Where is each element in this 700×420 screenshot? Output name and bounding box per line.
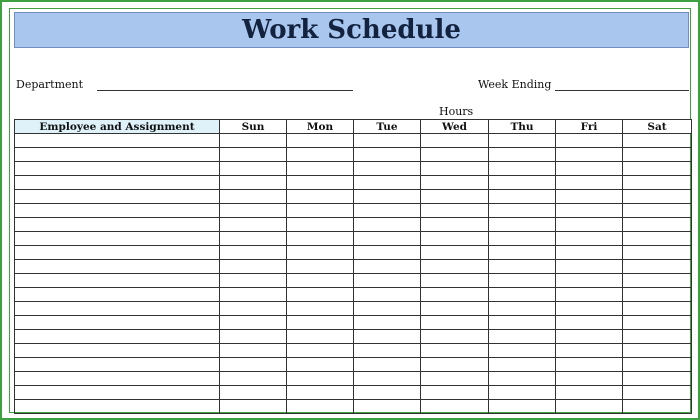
employee-cell[interactable]	[15, 162, 220, 176]
hours-cell[interactable]	[489, 400, 556, 414]
table-row	[15, 176, 692, 190]
week-ending-field[interactable]	[555, 90, 689, 91]
hours-cell[interactable]	[421, 316, 489, 330]
hours-cell[interactable]	[287, 246, 354, 260]
hours-cell[interactable]	[421, 386, 489, 400]
hours-cell[interactable]	[489, 302, 556, 316]
hours-cell[interactable]	[421, 204, 489, 218]
hours-cell[interactable]	[354, 162, 421, 176]
hours-cell[interactable]	[220, 134, 287, 148]
column-header-tue: Tue	[354, 120, 421, 134]
hours-cell[interactable]	[220, 190, 287, 204]
hours-label: Hours	[439, 105, 474, 118]
hours-cell[interactable]	[623, 372, 692, 386]
employee-cell[interactable]	[15, 316, 220, 330]
table-row	[15, 330, 692, 344]
hours-cell[interactable]	[287, 260, 354, 274]
hours-cell[interactable]	[556, 400, 623, 414]
hours-cell[interactable]	[489, 204, 556, 218]
department-label: Department	[16, 78, 84, 91]
hours-cell[interactable]	[287, 204, 354, 218]
hours-cell[interactable]	[287, 134, 354, 148]
hours-cell[interactable]	[556, 344, 623, 358]
column-header-sat: Sat	[623, 120, 692, 134]
hours-cell[interactable]	[556, 386, 623, 400]
employee-cell[interactable]	[15, 288, 220, 302]
table-row	[15, 260, 692, 274]
table-row	[15, 274, 692, 288]
hours-cell[interactable]	[623, 204, 692, 218]
employee-cell[interactable]	[15, 260, 220, 274]
hours-cell[interactable]	[220, 246, 287, 260]
hours-cell[interactable]	[556, 274, 623, 288]
hours-cell[interactable]	[556, 218, 623, 232]
column-header-sun: Sun	[220, 120, 287, 134]
hours-cell[interactable]	[287, 372, 354, 386]
hours-cell[interactable]	[556, 162, 623, 176]
column-header-wed: Wed	[421, 120, 489, 134]
employee-cell[interactable]	[15, 190, 220, 204]
hours-cell[interactable]	[623, 288, 692, 302]
hours-cell[interactable]	[556, 246, 623, 260]
hours-cell[interactable]	[354, 204, 421, 218]
hours-cell[interactable]	[354, 316, 421, 330]
hours-cell[interactable]	[556, 288, 623, 302]
hours-cell[interactable]	[623, 260, 692, 274]
hours-cell[interactable]	[354, 232, 421, 246]
hours-cell[interactable]	[623, 176, 692, 190]
hours-cell[interactable]	[354, 400, 421, 414]
employee-cell[interactable]	[15, 246, 220, 260]
employee-cell[interactable]	[15, 134, 220, 148]
hours-cell[interactable]	[421, 176, 489, 190]
hours-cell[interactable]	[287, 190, 354, 204]
schedule-table	[14, 119, 692, 414]
hours-cell[interactable]	[220, 204, 287, 218]
hours-cell[interactable]	[354, 358, 421, 372]
table-row	[15, 162, 692, 176]
hours-cell[interactable]	[354, 176, 421, 190]
hours-cell[interactable]	[220, 386, 287, 400]
hours-cell[interactable]	[623, 246, 692, 260]
hours-cell[interactable]	[556, 232, 623, 246]
table-row	[15, 386, 692, 400]
hours-cell[interactable]	[489, 232, 556, 246]
hours-cell[interactable]	[489, 288, 556, 302]
hours-cell[interactable]	[354, 274, 421, 288]
hours-cell[interactable]	[556, 372, 623, 386]
employee-cell[interactable]	[15, 274, 220, 288]
hours-cell[interactable]	[623, 386, 692, 400]
hours-cell[interactable]	[354, 190, 421, 204]
column-header-thu: Thu	[489, 120, 556, 134]
hours-cell[interactable]	[220, 358, 287, 372]
hours-cell[interactable]	[220, 400, 287, 414]
table-row	[15, 190, 692, 204]
hours-cell[interactable]	[421, 232, 489, 246]
table-row	[15, 246, 692, 260]
hours-cell[interactable]	[556, 316, 623, 330]
hours-cell[interactable]	[354, 330, 421, 344]
hours-cell[interactable]	[220, 274, 287, 288]
hours-cell[interactable]	[623, 274, 692, 288]
table-row	[15, 372, 692, 386]
hours-cell[interactable]	[421, 218, 489, 232]
hours-cell[interactable]	[287, 176, 354, 190]
hours-cell[interactable]	[220, 316, 287, 330]
hours-cell[interactable]	[354, 218, 421, 232]
hours-cell[interactable]	[421, 162, 489, 176]
hours-cell[interactable]	[623, 344, 692, 358]
hours-cell[interactable]	[220, 218, 287, 232]
employee-cell[interactable]	[15, 176, 220, 190]
hours-cell[interactable]	[421, 260, 489, 274]
table-row	[15, 148, 692, 162]
table-row	[15, 232, 692, 246]
table-row	[15, 204, 692, 218]
hours-cell[interactable]	[556, 260, 623, 274]
title-banner	[14, 12, 689, 48]
hours-cell[interactable]	[421, 274, 489, 288]
hours-cell[interactable]	[489, 386, 556, 400]
hours-cell[interactable]	[287, 288, 354, 302]
hours-cell[interactable]	[421, 302, 489, 316]
hours-cell[interactable]	[220, 288, 287, 302]
employee-cell[interactable]	[15, 358, 220, 372]
hours-cell[interactable]	[220, 330, 287, 344]
employee-cell[interactable]	[15, 148, 220, 162]
hours-cell[interactable]	[287, 316, 354, 330]
table-row	[15, 316, 692, 330]
hours-cell[interactable]	[354, 246, 421, 260]
employee-cell[interactable]	[15, 218, 220, 232]
hours-cell[interactable]	[220, 302, 287, 316]
hours-cell[interactable]	[623, 148, 692, 162]
hours-cell[interactable]	[287, 358, 354, 372]
hours-cell[interactable]	[220, 176, 287, 190]
hours-cell[interactable]	[421, 344, 489, 358]
hours-cell[interactable]	[556, 204, 623, 218]
column-header-fri: Fri	[556, 120, 623, 134]
hours-cell[interactable]	[421, 330, 489, 344]
column-header-employee: Employee and Assignment	[15, 120, 220, 134]
hours-cell[interactable]	[489, 134, 556, 148]
hours-cell[interactable]	[556, 176, 623, 190]
hours-cell[interactable]	[623, 316, 692, 330]
hours-cell[interactable]	[489, 274, 556, 288]
hours-cell[interactable]	[421, 288, 489, 302]
hours-cell[interactable]	[489, 162, 556, 176]
column-header-mon: Mon	[287, 120, 354, 134]
employee-cell[interactable]	[15, 400, 220, 414]
hours-cell[interactable]	[489, 358, 556, 372]
schedule-table-wrap	[14, 119, 691, 414]
hours-cell[interactable]	[287, 274, 354, 288]
hours-cell[interactable]	[220, 344, 287, 358]
hours-cell[interactable]	[220, 260, 287, 274]
hours-cell[interactable]	[421, 372, 489, 386]
hours-cell[interactable]	[354, 288, 421, 302]
table-row	[15, 218, 692, 232]
hours-cell[interactable]	[220, 232, 287, 246]
table-row	[15, 134, 692, 148]
hours-cell[interactable]	[354, 302, 421, 316]
hours-cell[interactable]	[489, 246, 556, 260]
hours-cell[interactable]	[421, 246, 489, 260]
hours-cell[interactable]	[489, 218, 556, 232]
hours-cell[interactable]	[623, 190, 692, 204]
hours-cell[interactable]	[287, 400, 354, 414]
week-ending-label: Week Ending	[478, 78, 552, 91]
hours-cell[interactable]	[287, 232, 354, 246]
hours-cell[interactable]	[421, 134, 489, 148]
hours-cell[interactable]	[421, 358, 489, 372]
table-row	[15, 302, 692, 316]
hours-cell[interactable]	[287, 162, 354, 176]
hours-cell[interactable]	[489, 344, 556, 358]
employee-cell[interactable]	[15, 204, 220, 218]
hours-cell[interactable]	[354, 148, 421, 162]
schedule-table-body	[15, 134, 692, 414]
hours-cell[interactable]	[220, 372, 287, 386]
hours-cell[interactable]	[354, 386, 421, 400]
hours-cell[interactable]	[623, 232, 692, 246]
table-row	[15, 344, 692, 358]
page-title: Work Schedule	[242, 15, 461, 45]
hours-cell[interactable]	[489, 330, 556, 344]
hours-cell[interactable]	[220, 162, 287, 176]
employee-cell[interactable]	[15, 232, 220, 246]
employee-cell[interactable]	[15, 330, 220, 344]
hours-cell[interactable]	[623, 400, 692, 414]
hours-cell[interactable]	[623, 302, 692, 316]
hours-cell[interactable]	[287, 218, 354, 232]
hours-cell[interactable]	[556, 190, 623, 204]
hours-cell[interactable]	[354, 372, 421, 386]
hours-cell[interactable]	[623, 162, 692, 176]
hours-cell[interactable]	[354, 344, 421, 358]
hours-cell[interactable]	[623, 134, 692, 148]
hours-cell[interactable]	[354, 260, 421, 274]
hours-cell[interactable]	[623, 330, 692, 344]
table-row	[15, 288, 692, 302]
hours-cell[interactable]	[287, 330, 354, 344]
hours-cell[interactable]	[489, 176, 556, 190]
hours-cell[interactable]	[421, 400, 489, 414]
hours-cell[interactable]	[623, 358, 692, 372]
table-row	[15, 400, 692, 414]
hours-cell[interactable]	[556, 148, 623, 162]
employee-cell[interactable]	[15, 386, 220, 400]
hours-cell[interactable]	[421, 148, 489, 162]
employee-cell[interactable]	[15, 344, 220, 358]
hours-cell[interactable]	[489, 148, 556, 162]
hours-cell[interactable]	[287, 148, 354, 162]
hours-cell[interactable]	[489, 372, 556, 386]
hours-cell[interactable]	[489, 260, 556, 274]
hours-cell[interactable]	[489, 316, 556, 330]
hours-cell[interactable]	[287, 302, 354, 316]
hours-cell[interactable]	[489, 190, 556, 204]
hours-cell[interactable]	[421, 190, 489, 204]
hours-cell[interactable]	[354, 134, 421, 148]
hours-cell[interactable]	[556, 134, 623, 148]
department-field[interactable]	[97, 90, 353, 91]
employee-cell[interactable]	[15, 372, 220, 386]
hours-cell[interactable]	[287, 386, 354, 400]
hours-cell[interactable]	[623, 218, 692, 232]
hours-cell[interactable]	[287, 344, 354, 358]
table-header-row	[15, 120, 692, 134]
employee-cell[interactable]	[15, 302, 220, 316]
hours-cell[interactable]	[556, 358, 623, 372]
hours-cell[interactable]	[556, 302, 623, 316]
hours-cell[interactable]	[220, 148, 287, 162]
table-row	[15, 358, 692, 372]
hours-cell[interactable]	[556, 330, 623, 344]
